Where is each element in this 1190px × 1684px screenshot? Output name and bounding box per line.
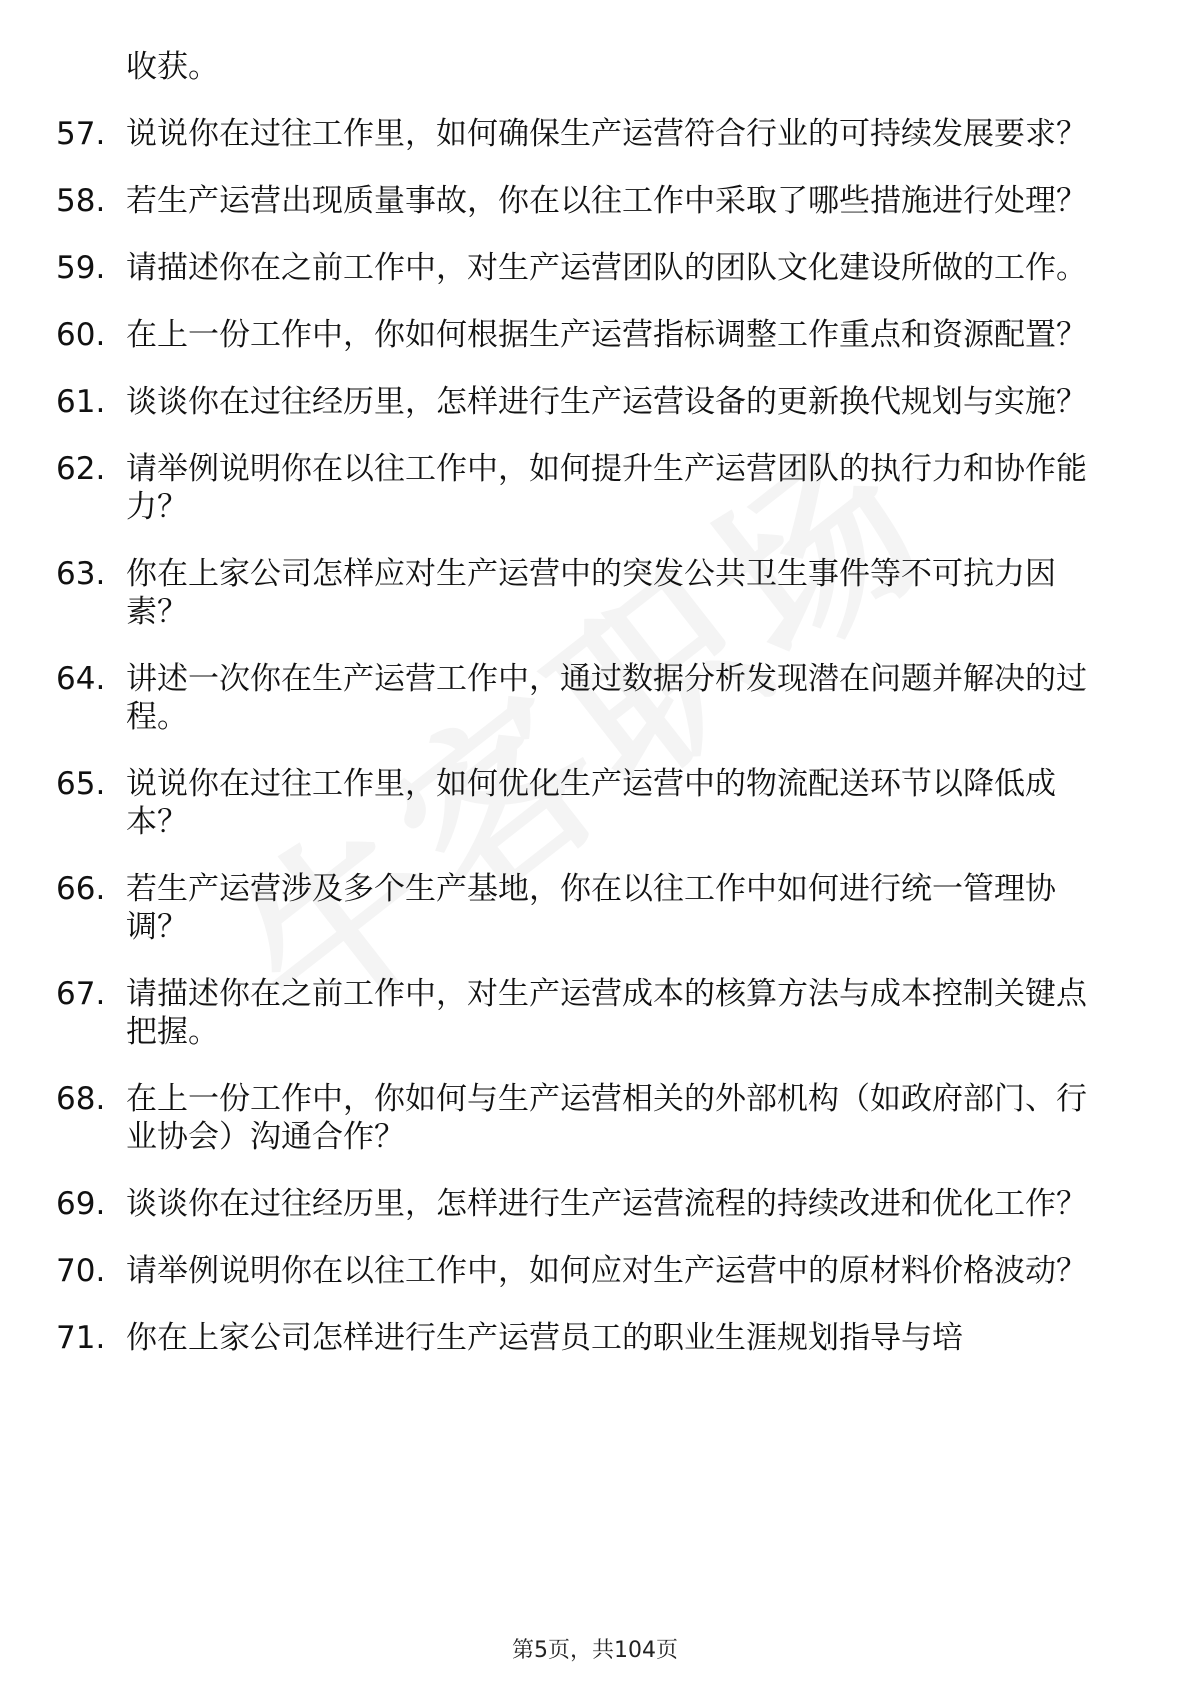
list-item-continuation [56, 48, 1116, 86]
item-text: 在上一份工作中，你如何与生产运营相关的外部机构（如政府部门、行业协会）沟通合作？ [126, 1081, 1087, 1155]
list-item [56, 115, 1116, 153]
list-item [56, 870, 1116, 946]
item-number: 65. [56, 766, 106, 802]
item-text: 请举例说明你在以往工作中，如何应对生产运营中的原材料价格波动？ [126, 1253, 1087, 1289]
item-number: 66. [56, 871, 106, 907]
item-number: 58. [56, 183, 106, 219]
list-item [56, 1185, 1116, 1223]
item-text: 你在上家公司怎样进行生产运营员工的职业生涯规划指导与培 [126, 1320, 963, 1356]
item-number: 70. [56, 1253, 106, 1289]
item-text: 若生产运营涉及多个生产基地，你在以往工作中如何进行统一管理协调？ [126, 871, 1056, 945]
item-text: 讲述一次你在生产运营工作中，通过数据分析发现潜在问题并解决的过程。 [126, 661, 1087, 735]
item-number: 62. [56, 451, 106, 487]
item-text: 你在上家公司怎样应对生产运营中的突发公共卫生事件等不可抗力因素？ [126, 556, 1056, 630]
item-number: 59. [56, 250, 106, 286]
list-item [56, 450, 1116, 526]
item-text: 若生产运营出现质量事故，你在以往工作中采取了哪些措施进行处理？ [126, 183, 1087, 219]
continuation-text: 收获。 [126, 49, 219, 85]
list-item [56, 555, 1116, 631]
list-item [56, 249, 1116, 287]
list-item [56, 1080, 1116, 1156]
list-item [56, 1252, 1116, 1290]
list-item [56, 765, 1116, 841]
item-number: 67. [56, 976, 106, 1012]
item-number: 64. [56, 661, 106, 697]
item-text: 谈谈你在过往经历里，怎样进行生产运营设备的更新换代规划与实施？ [126, 384, 1087, 420]
item-number: 61. [56, 384, 106, 420]
item-text: 说说你在过往工作里，如何优化生产运营中的物流配送环节以降低成本？ [126, 766, 1056, 840]
item-number: 60. [56, 317, 106, 353]
question-list [56, 48, 1116, 1386]
item-text: 请描述你在之前工作中，对生产运营团队的团队文化建设所做的工作。 [126, 250, 1087, 286]
item-text: 说说你在过往工作里，如何确保生产运营符合行业的可持续发展要求？ [126, 116, 1087, 152]
item-text: 在上一份工作中，你如何根据生产运营指标调整工作重点和资源配置？ [126, 317, 1087, 353]
item-number: 57. [56, 116, 106, 152]
item-number: 68. [56, 1081, 106, 1117]
list-item [56, 182, 1116, 220]
page-number-footer: 第5页，共104页 [512, 1638, 678, 1663]
list-item [56, 316, 1116, 354]
item-text: 请描述你在之前工作中，对生产运营成本的核算方法与成本控制关键点把握。 [126, 976, 1087, 1050]
list-item [56, 1319, 1116, 1357]
item-text: 请举例说明你在以往工作中，如何提升生产运营团队的执行力和协作能力？ [126, 451, 1087, 525]
item-number: 71. [56, 1320, 106, 1356]
list-item [56, 660, 1116, 736]
item-text: 谈谈你在过往经历里，怎样进行生产运营流程的持续改进和优化工作？ [126, 1186, 1087, 1222]
item-number: 63. [56, 556, 106, 592]
item-number: 69. [56, 1186, 106, 1222]
list-item [56, 975, 1116, 1051]
list-item [56, 383, 1116, 421]
